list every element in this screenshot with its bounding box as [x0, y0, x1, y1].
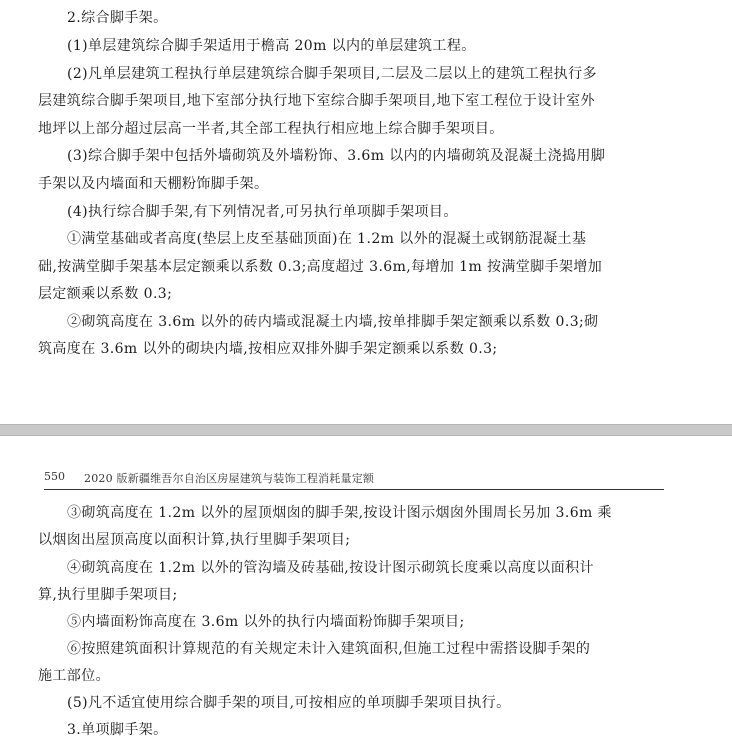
running-header	[44, 468, 664, 490]
paragraph-line: (5)凡不适宜使用综合脚手架的项目,可按相应的单项脚手架项目执行。	[67, 695, 511, 711]
paragraph-line: 施工部位。	[38, 668, 110, 684]
paragraph-line: ⑤内墙面粉饰高度在 3.6m 以外的执行内墙面粉饰脚手架项目;	[67, 614, 465, 630]
paragraph-line: (3)综合脚手架中包括外墙砌筑及外墙粉饰、3.6m 以内的内墙砌筑及混凝土浇捣用脚	[67, 148, 606, 164]
section-heading-comprehensive-scaffold: 2.综合脚手架。	[67, 10, 168, 26]
page-separator	[0, 424, 732, 436]
section-heading-single-scaffold: 3.单项脚手架。	[67, 722, 168, 738]
document-page-lower	[0, 436, 732, 738]
page-number: 550	[44, 470, 65, 483]
paragraph-line: ②砌筑高度在 3.6m 以外的砖内墙或混凝土内墙,按单排脚手架定额乘以系数 0.3;砌	[67, 314, 599, 330]
paragraph-line: (1)单层建筑综合脚手架适用于檐高 20m 以内的单层建筑工程。	[67, 38, 476, 54]
paragraph-line: 地坪以上部分超过层高一半者,其全部工程执行相应地上综合脚手架项目。	[38, 121, 504, 137]
paragraph-line: ⑥按照建筑面积计算规范的有关规定未计入建筑面积,但施工过程中需搭设脚手架的	[67, 641, 591, 657]
running-header-title: 2020 版新疆维吾尔自治区房屋建筑与装饰工程消耗量定额	[84, 472, 375, 485]
paragraph-line: 筑高度在 3.6m 以外的砌块内墙,按相应双排外脚手架定额乘以系数 0.3;	[38, 341, 498, 357]
paragraph-line: (2)凡单层建筑工程执行单层建筑综合脚手架项目,二层及二层以上的建筑工程执行多	[67, 66, 597, 82]
paragraph-line: ①满堂基础或者高度(垫层上皮至基础顶面)在 1.2m 以外的混凝土或钢筋混凝土基	[67, 231, 587, 247]
paragraph-line: 层建筑综合脚手架项目,地下室部分执行地下室综合脚手架项目,地下室工程位于设计室外	[38, 93, 595, 109]
paragraph-line: (4)执行综合脚手架,有下列情况者,可另执行单项脚手架项目。	[67, 204, 458, 220]
paragraph-line: 层定额乘以系数 0.3;	[38, 286, 173, 302]
paragraph-line: 以烟囱出屋顶高度以面积计算,执行里脚手架项目;	[38, 532, 351, 548]
paragraph-line: 算,执行里脚手架项目;	[38, 587, 178, 603]
paragraph-line: ③砌筑高度在 1.2m 以外的屋顶烟囱的脚手架,按设计图示烟囱外围周长另加 3.6m 乘	[67, 505, 612, 521]
paragraph-line: 手架以及内墙面和天棚粉饰脚手架。	[38, 176, 269, 192]
paragraph-line: 础,按满堂脚手架基本层定额乘以系数 0.3;高度超过 3.6m,每增加 1m 按满堂脚手架增加	[38, 259, 603, 275]
paragraph-line: ④砌筑高度在 1.2m 以外的管沟墙及砖基础,按设计图示砌筑长度乘以高度以面积计	[67, 560, 594, 576]
